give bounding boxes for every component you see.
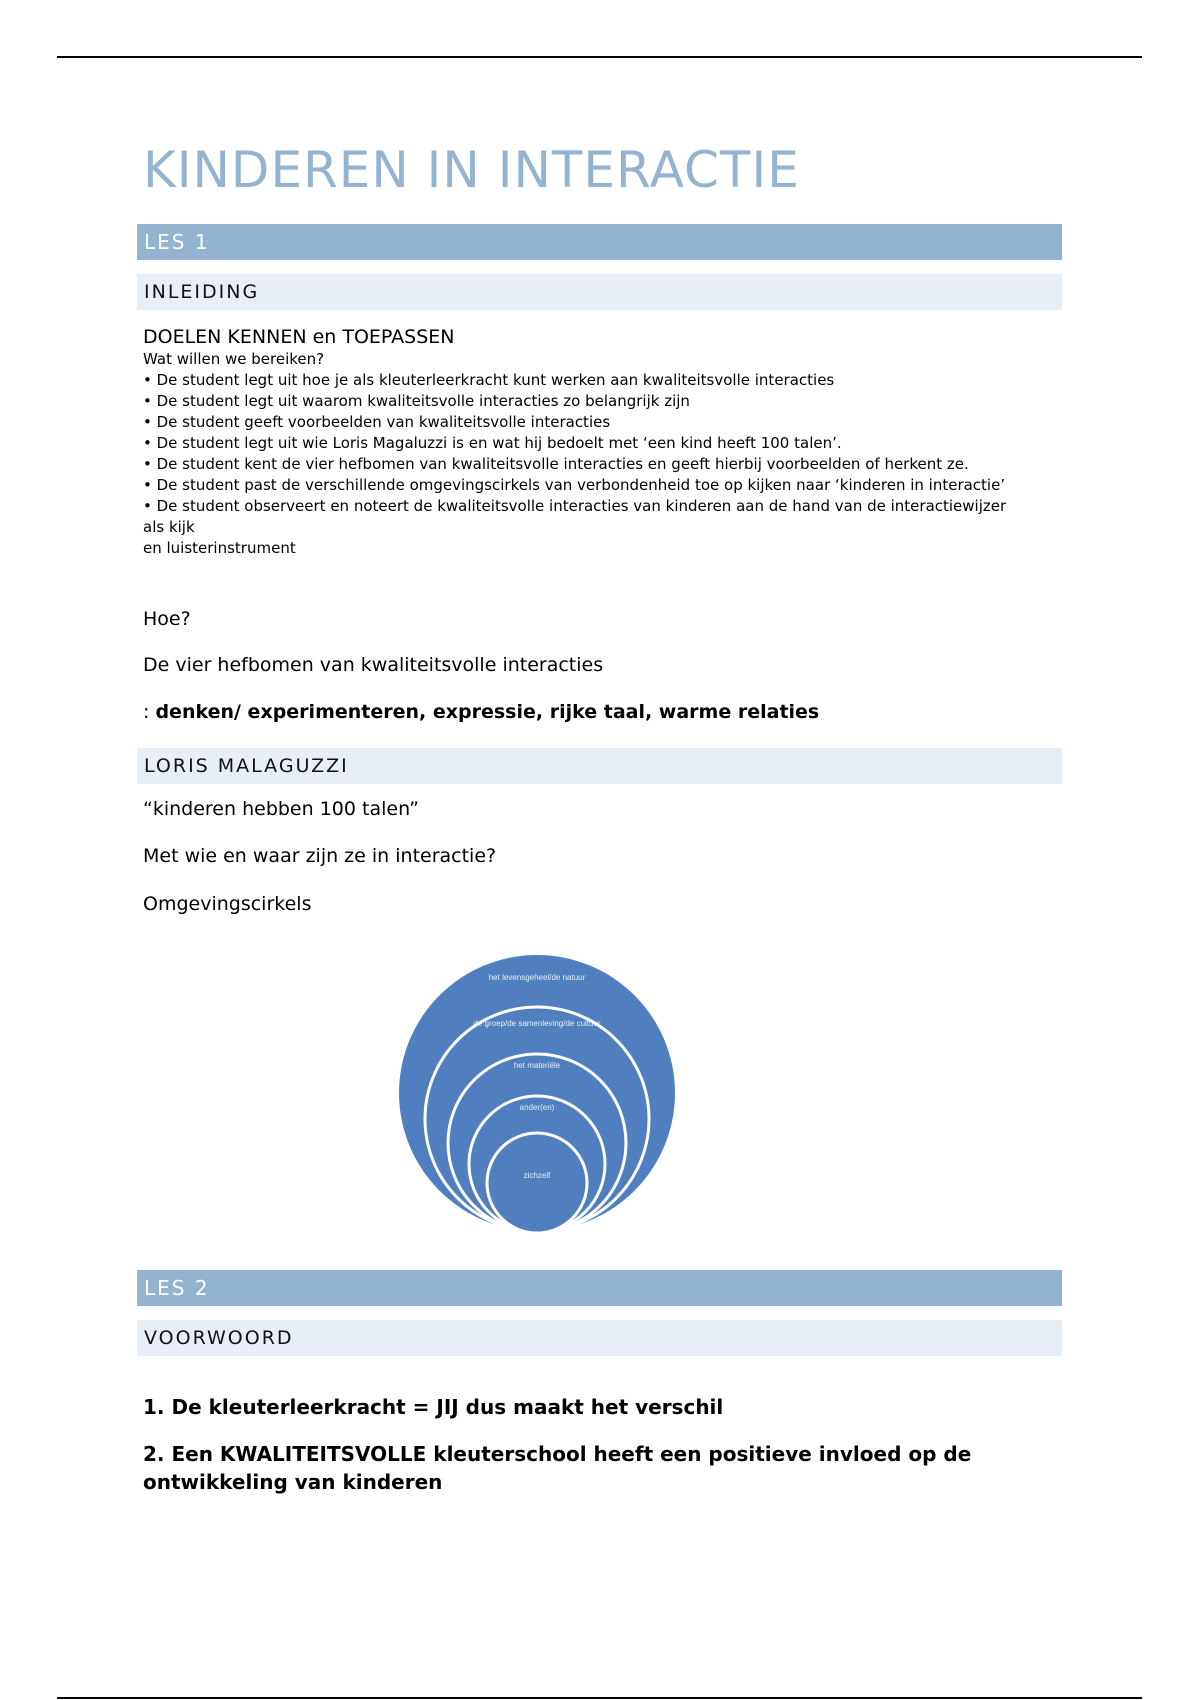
goal-item: • De student legt uit hoe je als kleuterleerkracht kunt werken aan kwaliteitsvolle interacties	[143, 371, 835, 389]
subheading-voorwoord: VOORWOORD	[137, 1320, 1062, 1356]
goals-heading: DOELEN KENNEN en TOEPASSEN	[143, 326, 455, 348]
circle-inner	[487, 1133, 587, 1233]
goal-item: • De student legt uit wie Loris Magaluzzi is en wat hij bedoelt met ‘een kind heeft 100 talen’.	[143, 434, 842, 452]
section-heading-les2: LES 2	[137, 1270, 1062, 1306]
environment-circles-diagram	[392, 950, 682, 1240]
document-title: KINDEREN IN INTERACTIE	[143, 141, 800, 199]
label-outer: het levensgeheel/de natuur	[488, 973, 586, 982]
hefbomen-prefix: :	[143, 701, 156, 723]
label-second: de groep/de samenleving/de cultuur	[473, 1019, 601, 1028]
bottom-rule	[57, 1697, 1142, 1699]
subheading-malaguzzi: LORIS MALAGUZZI	[137, 748, 1062, 784]
interaction-question: Met wie en waar zijn ze in interactie?	[143, 845, 497, 867]
top-rule	[57, 56, 1142, 58]
subheading-inleiding: INLEIDING	[137, 274, 1062, 310]
goal-item: • De student past de verschillende omgevingscirkels van verbondenheid toe op kijken naar ‘kinderen in interactie’	[143, 476, 1006, 494]
goals-list	[143, 370, 1068, 559]
goal-item: • De student geeft voorbeelden van kwaliteitsvolle interacties	[143, 413, 611, 431]
goal-item: • De student legt uit waarom kwaliteitsvolle interacties zo belangrijk zijn	[143, 392, 690, 410]
goal-item: • De student observeert en noteert de kwaliteitsvolle interacties van kinderen aan de hand van de interactiewijzer als kijk	[143, 497, 1007, 536]
circles-label: Omgevingscirkels	[143, 893, 312, 915]
label-inner: zichzelf	[523, 1171, 551, 1180]
goals-question: Wat willen we bereiken?	[143, 350, 325, 368]
goal-item: en luisterinstrument	[143, 539, 296, 557]
hefbomen-intro: De vier hefbomen van kwaliteitsvolle interacties	[143, 654, 604, 676]
hefbomen-list: denken/ experimenteren, expressie, rijke taal, warme relaties	[155, 701, 820, 723]
hoe-label: Hoe?	[143, 608, 191, 630]
quote: “kinderen hebben 100 talen”	[143, 798, 419, 820]
label-fourth: ander(en)	[519, 1103, 555, 1112]
goal-item: • De student kent de vier hefbomen van kwaliteitsvolle interacties en geeft hierbij voorbeelden of herkent ze.	[143, 455, 969, 473]
point-1: 1. De kleuterleerkracht = JIJ dus maakt het verschil	[143, 1395, 724, 1419]
hefbomen-line	[143, 700, 1063, 724]
point-2: 2. Een KWALITEITSVOLLE kleuterschool heeft een positieve invloed op de ontwikkeling van kinderen	[143, 1442, 972, 1494]
section-heading-les1: LES 1	[137, 224, 1062, 260]
label-third: het materiële	[513, 1061, 561, 1070]
